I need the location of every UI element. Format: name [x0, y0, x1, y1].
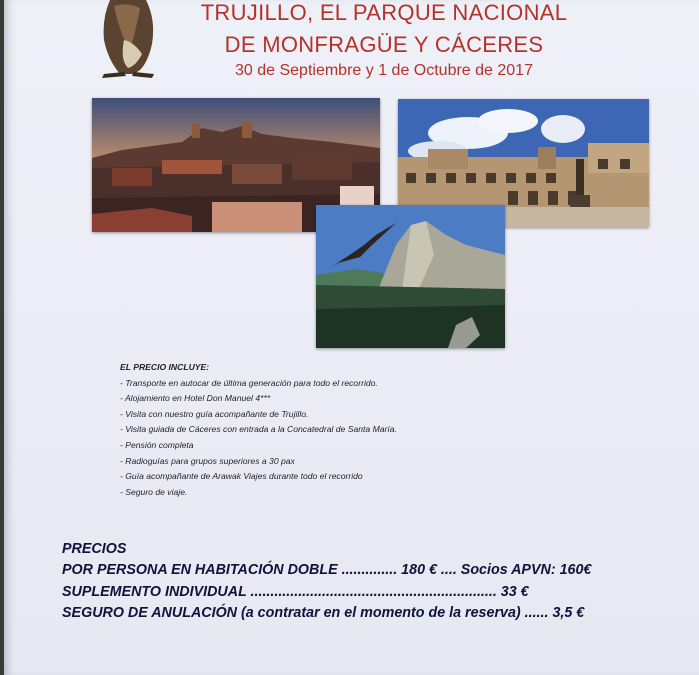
includes-list: [120, 376, 480, 501]
vulture-icon: [90, 0, 166, 80]
includes-heading: EL PRECIO INCLUYE:: [120, 362, 210, 372]
trip-dates: 30 de Septiembre y 1 de Octubre de 2017: [235, 62, 533, 79]
price-line-cancellation-insurance: SEGURO DE ANULACIÓN (a contratar en el momento de la reserva) ...... 3,5 €: [62, 604, 585, 621]
list-item: - Guía acompañante de Arawak Viajes durante todo el recorrido: [120, 469, 480, 485]
list-item: - Pensión completa: [120, 438, 480, 454]
list-item: - Transporte en autocar de última generación para todo el recorrido.: [120, 376, 480, 392]
list-item: - Visita con nuestro guía acompañante de Trujillo.: [120, 407, 480, 423]
monfrague-vulture-photo: [316, 205, 505, 348]
flyer-page: [4, 0, 699, 675]
includes-section: [120, 360, 480, 500]
prices-section: [62, 539, 662, 624]
title-line-1: TRUJILLO, EL PARQUE NACIONAL: [200, 0, 568, 25]
prices-heading: PRECIOS: [62, 541, 127, 557]
list-item: - Visita guiada de Cáceres con entrada a la Concatedral de Santa María.: [120, 422, 480, 438]
list-item: - Seguro de viaje.: [120, 485, 480, 501]
list-item: - Alojamiento en Hotel Don Manuel 4***: [120, 391, 480, 407]
list-item: - Radioguías para grupos superiores a 30 pax: [120, 454, 480, 470]
price-line-double-room: POR PERSONA EN HABITACIÓN DOBLE .............. 180 € .... Socios APVN: 160€: [62, 562, 592, 579]
price-line-single-supplement: SUPLEMENTO INDIVIDUAL .............................................................. 33 €: [62, 583, 529, 600]
title-line-2: DE MONFRAGÜE Y CÁCERES: [224, 32, 544, 57]
